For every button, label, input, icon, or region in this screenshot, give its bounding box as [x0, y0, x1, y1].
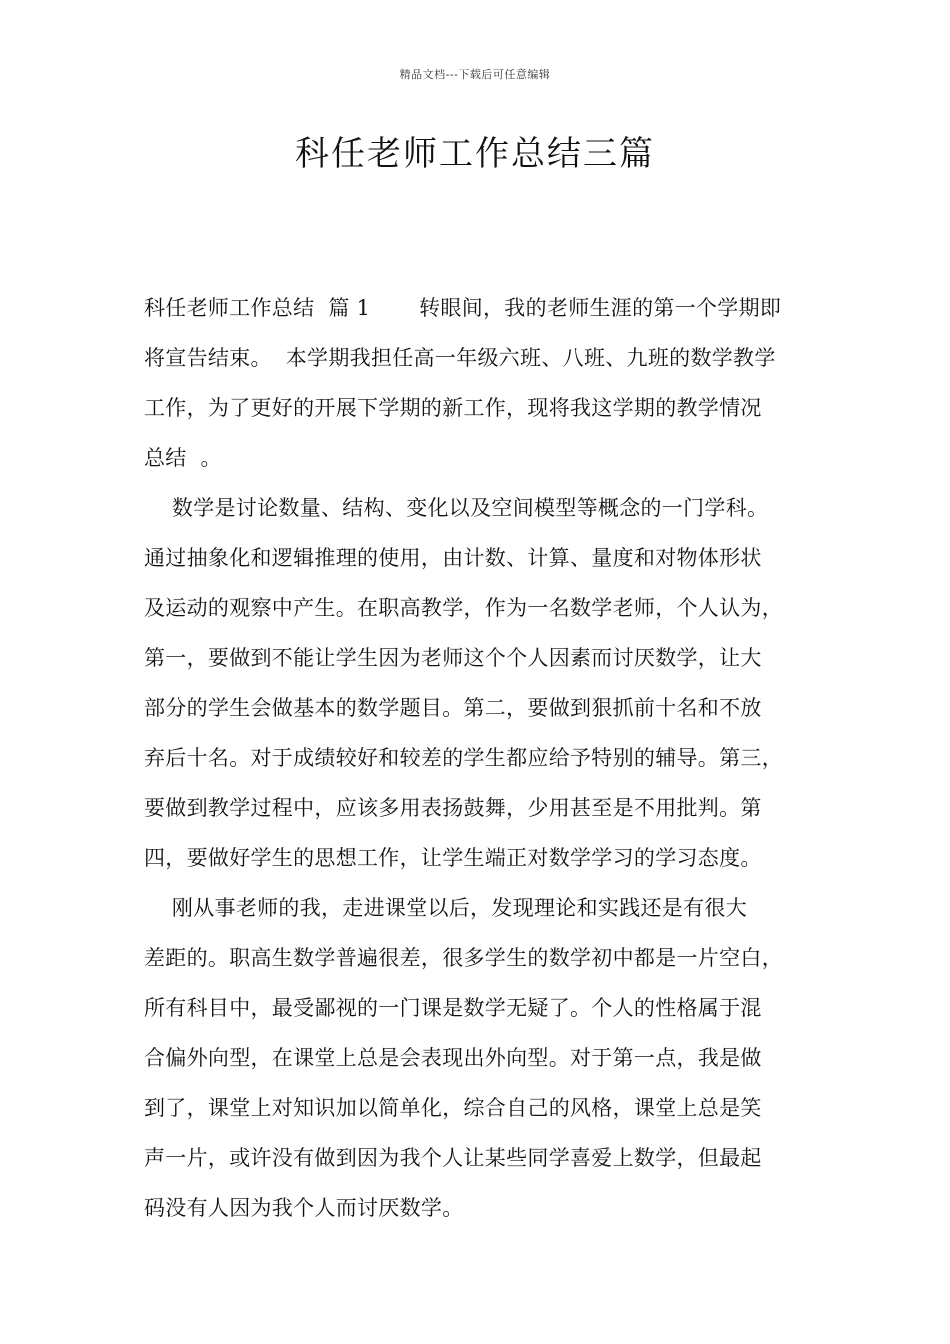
text-line: 到了，课堂上对知识加以简单化，综合自己的风格，课堂上总是笑 [144, 1096, 762, 1120]
header-note: 精品文档---下载后可任意编辑 [399, 68, 551, 81]
text-line: 部分的学生会做基本的数学题目。第二，要做到狠抓前十名和不放 [144, 696, 762, 720]
text-line: 声一片，或许没有做到因为我个人让某些同学喜爱上数学，但最起 [144, 1146, 762, 1170]
text-line: 合偏外向型，在课堂上总是会表现出外向型。对于第一点，我是做 [144, 1046, 762, 1070]
text-line: 弃后十名。对于成绩较好和较差的学生都应给予特别的辅导。第三， [144, 746, 783, 770]
text-line: 工作，为了更好的开展下学期的新工作，现将我这学期的教学情况 [144, 396, 762, 420]
text-line: 码没有人因为我个人而讨厌数学。 [144, 1196, 464, 1220]
document-title: 科任老师工作总结三篇 [295, 134, 655, 174]
text-line: 四，要做好学生的思想工作，让学生端正对数学学习的学习态度。 [144, 846, 762, 870]
text-line: 科任老师工作总结 篇 1 转眼间，我的老师生涯的第一个学期即 [144, 296, 782, 320]
text-line: 数学是讨论数量、结构、变化以及空间模型等概念的一门学科。 [144, 496, 769, 520]
text-line: 要做到教学过程中，应该多用表扬鼓舞，少用甚至是不用批判。第 [144, 796, 762, 820]
text-line: 所有科目中，最受鄙视的一门课是数学无疑了。个人的性格属于混 [144, 996, 762, 1020]
text-line: 差距的。职高生数学普遍很差，很多学生的数学初中都是一片空白， [144, 946, 783, 970]
text-line: 总结 。 [144, 446, 222, 470]
text-line: 刚从事老师的我，走进课堂以后，发现理论和实践还是有很大 [144, 896, 747, 920]
text-line: 将宣告结束。 本学期我担任高一年级六班、八班、九班的数学教学 [144, 346, 776, 370]
text-line: 第一，要做到不能让学生因为老师这个个人因素而讨厌数学，让大 [144, 646, 762, 670]
text-line: 通过抽象化和逻辑推理的使用，由计数、计算、量度和对物体形状 [144, 546, 762, 570]
document-body [144, 283, 824, 1233]
text-line: 及运动的观察中产生。在职高教学，作为一名数学老师，个人认为， [144, 596, 783, 620]
